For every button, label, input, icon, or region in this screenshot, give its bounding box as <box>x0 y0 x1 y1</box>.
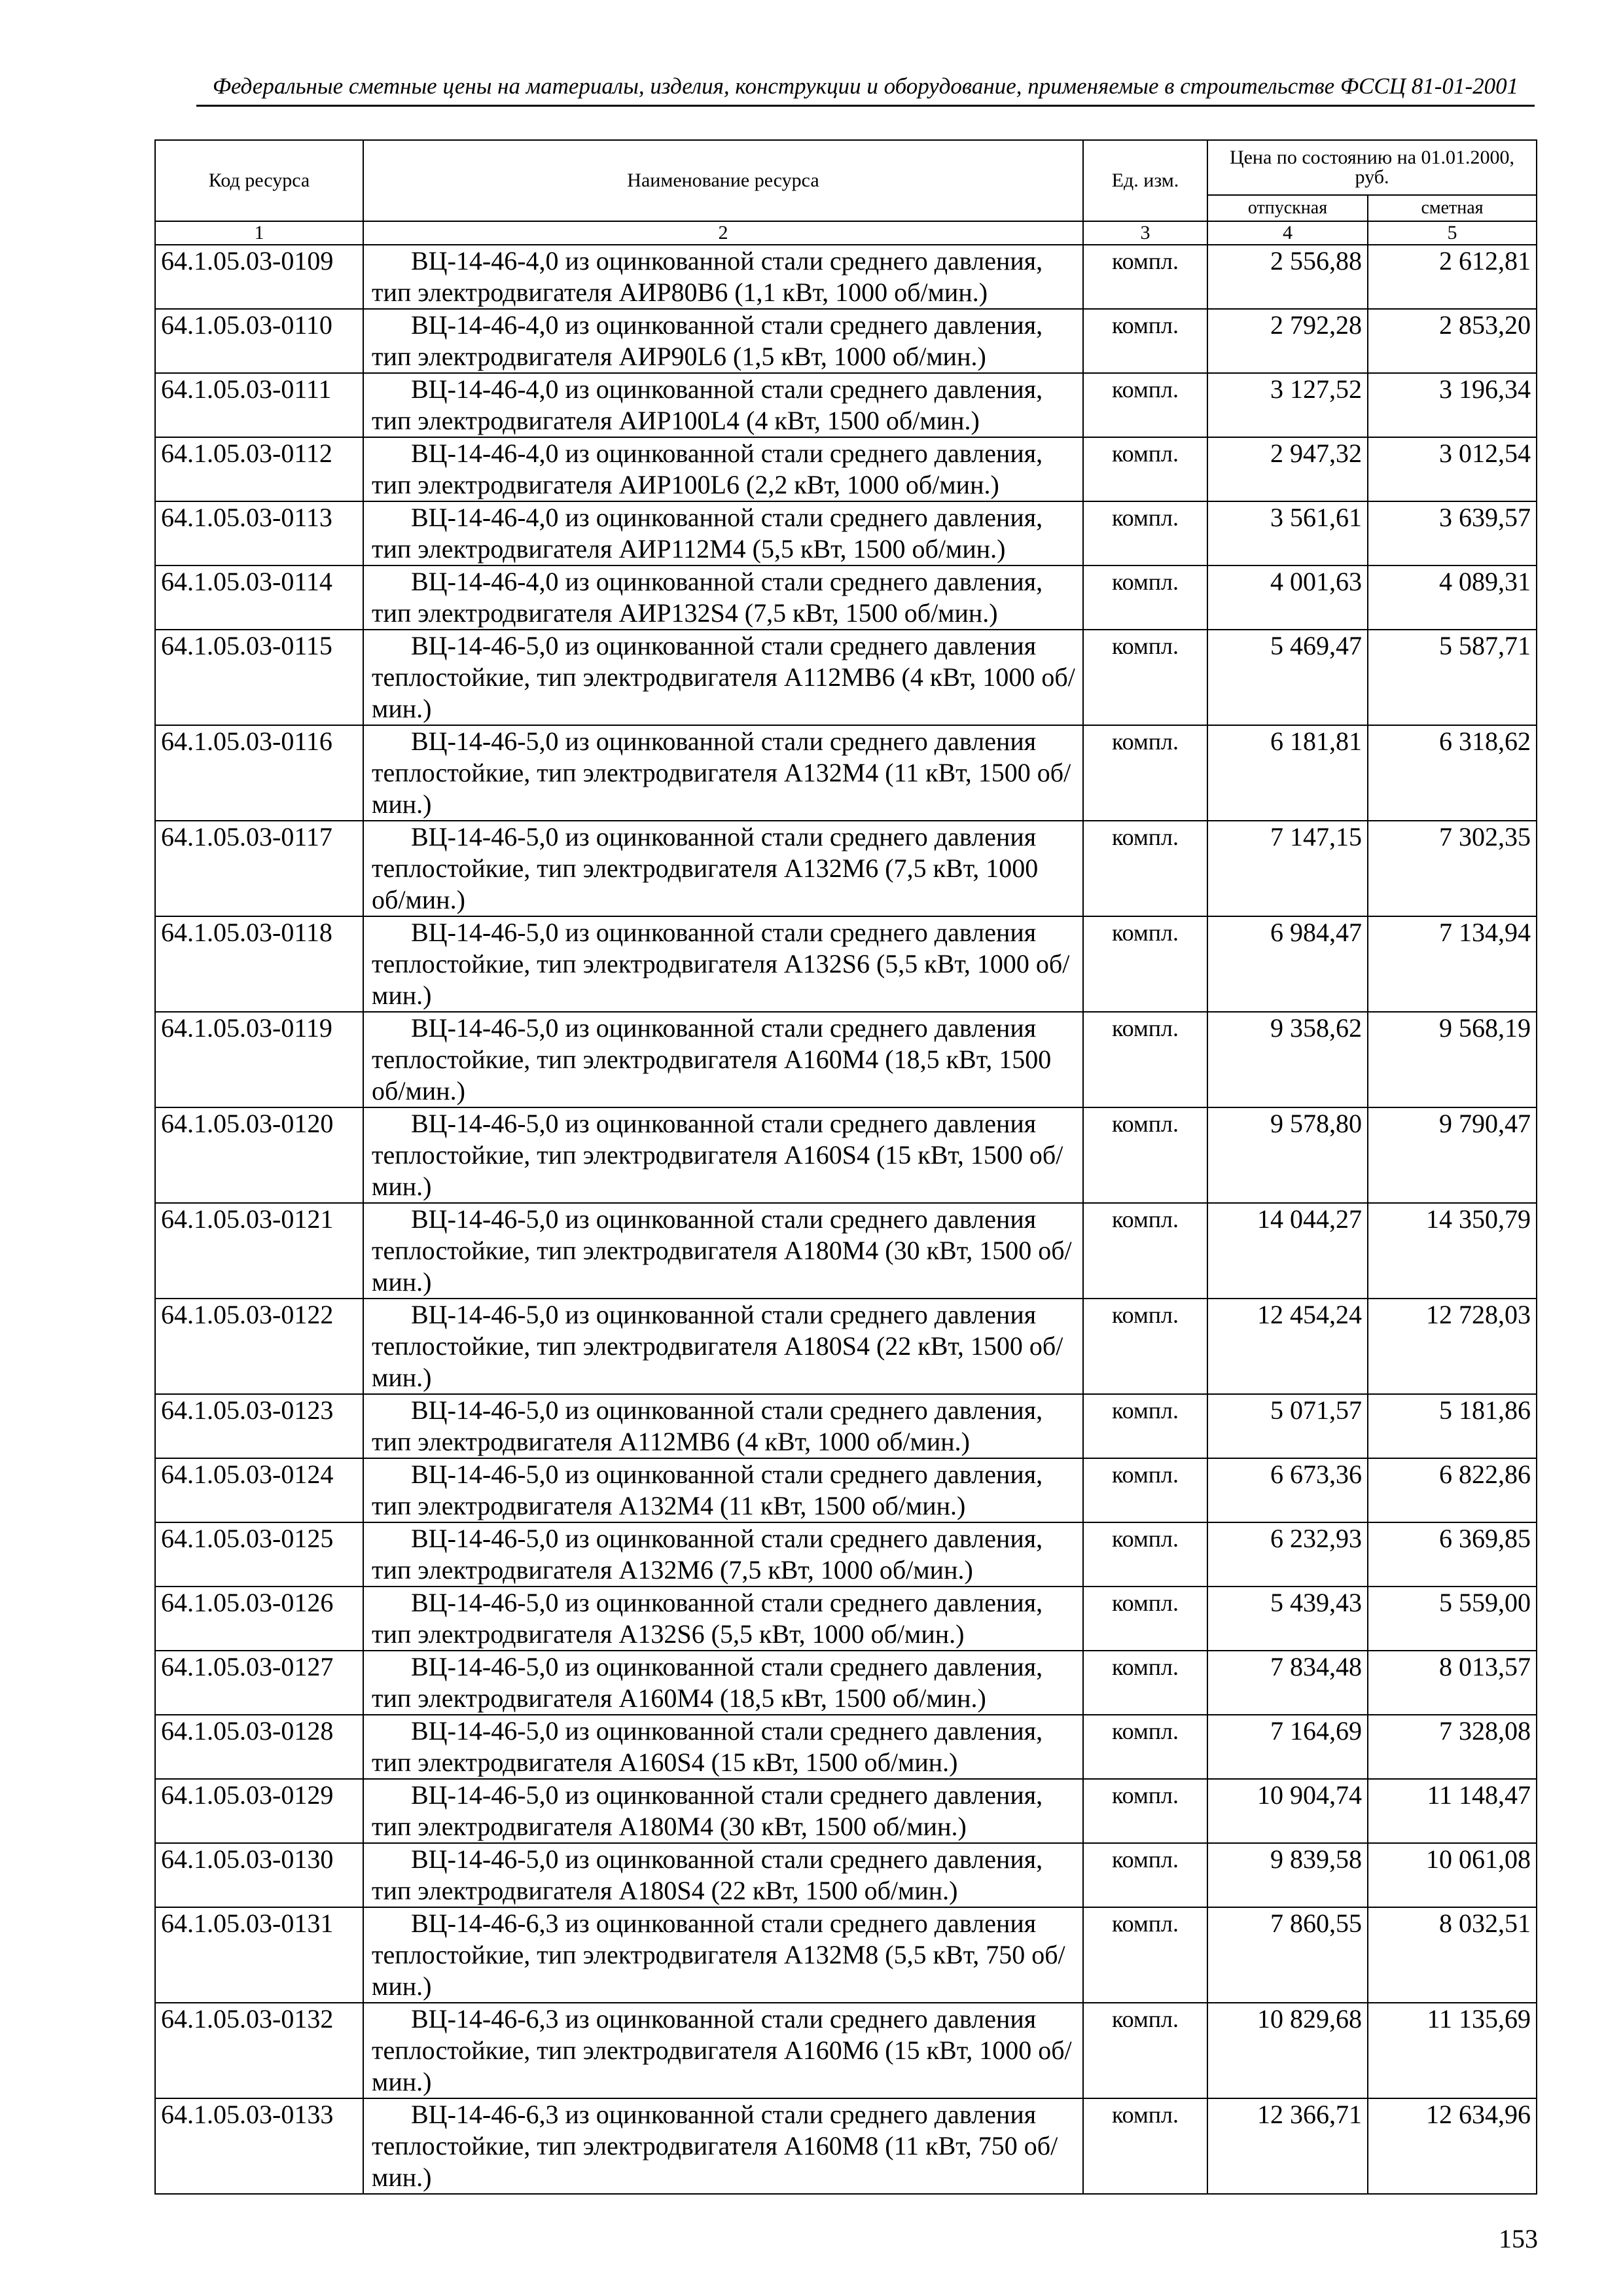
release-price: 14 044,27 <box>1207 1203 1368 1299</box>
release-price: 10 904,74 <box>1207 1779 1368 1843</box>
resource-name-text: ВЦ-14-46-4,0 из оцинкованной стали среднего давления, тип электродвигателя АИР112М4 (5,5 кВт, 1500 об/мин.) <box>372 503 1043 564</box>
resource-name-text: ВЦ-14-46-5,0 из оцинкованной стали среднего давления теплостойкие, тип электродвигателя А160S4 (15 кВт, 1500 об/мин.) <box>372 1109 1063 1201</box>
estimate-price: 3 196,34 <box>1368 373 1537 437</box>
resource-code: 64.1.05.03-0122 <box>155 1299 363 1394</box>
resource-code: 64.1.05.03-0113 <box>155 501 363 565</box>
resource-name <box>363 1715 1083 1779</box>
table-row <box>155 245 1537 309</box>
unit-of-measure: компл. <box>1083 1651 1207 1715</box>
unit-of-measure: компл. <box>1083 245 1207 309</box>
table-row <box>155 565 1537 630</box>
resource-code: 64.1.05.03-0128 <box>155 1715 363 1779</box>
resource-name <box>363 1394 1083 1458</box>
unit-of-measure: компл. <box>1083 501 1207 565</box>
release-price: 2 556,88 <box>1207 245 1368 309</box>
release-price: 5 469,47 <box>1207 630 1368 725</box>
estimate-price: 2 853,20 <box>1368 309 1537 373</box>
resource-code: 64.1.05.03-0126 <box>155 1587 363 1651</box>
table-row <box>155 821 1537 916</box>
col-number: 5 <box>1368 221 1537 245</box>
unit-of-measure: компл. <box>1083 1203 1207 1299</box>
resource-code: 64.1.05.03-0116 <box>155 725 363 821</box>
estimate-price: 4 089,31 <box>1368 565 1537 630</box>
release-price: 9 358,62 <box>1207 1012 1368 1107</box>
release-price: 12 454,24 <box>1207 1299 1368 1394</box>
running-header: Федеральные сметные цены на материалы, изделия, конструкции и оборудование, применяемые в строительстве ФССЦ 81-01-2001 <box>212 73 1519 99</box>
release-price: 5 071,57 <box>1207 1394 1368 1458</box>
unit-of-measure: компл. <box>1083 1107 1207 1203</box>
resource-name <box>363 1587 1083 1651</box>
resource-code: 64.1.05.03-0124 <box>155 1458 363 1522</box>
resource-name-text: ВЦ-14-46-5,0 из оцинкованной стали среднего давления, тип электродвигателя А160М4 (18,5 кВт, 1500 об/мин.) <box>372 1652 1043 1713</box>
resource-code: 64.1.05.03-0120 <box>155 1107 363 1203</box>
estimate-price: 8 032,51 <box>1368 1907 1537 2003</box>
col-header-price-group: Цена по состоянию на 01.01.2000, руб. <box>1207 140 1537 195</box>
release-price: 7 860,55 <box>1207 1907 1368 2003</box>
table-row <box>155 2003 1537 2098</box>
table-row <box>155 725 1537 821</box>
resource-name-text: ВЦ-14-46-5,0 из оцинкованной стали среднего давления теплостойкие, тип электродвигателя А132М6 (7,5 кВт, 1000 об/мин.) <box>372 822 1039 914</box>
resource-name-text: ВЦ-14-46-5,0 из оцинкованной стали среднего давления, тип электродвигателя А160S4 (15 кВт, 1500 об/мин.) <box>372 1716 1043 1777</box>
estimate-price: 7 302,35 <box>1368 821 1537 916</box>
table-row <box>155 1651 1537 1715</box>
estimate-price: 5 587,71 <box>1368 630 1537 725</box>
resource-name <box>363 1907 1083 2003</box>
table-row <box>155 373 1537 437</box>
price-table <box>154 139 1537 2195</box>
unit-of-measure: компл. <box>1083 437 1207 501</box>
resource-code: 64.1.05.03-0112 <box>155 437 363 501</box>
unit-of-measure: компл. <box>1083 1715 1207 1779</box>
resource-code: 64.1.05.03-0123 <box>155 1394 363 1458</box>
resource-name <box>363 1779 1083 1843</box>
col-header-unit: Ед. изм. <box>1083 140 1207 221</box>
release-price: 9 839,58 <box>1207 1843 1368 1907</box>
resource-name <box>363 725 1083 821</box>
release-price: 6 181,81 <box>1207 725 1368 821</box>
release-price: 7 147,15 <box>1207 821 1368 916</box>
release-price: 12 366,71 <box>1207 2098 1368 2194</box>
estimate-price: 5 559,00 <box>1368 1587 1537 1651</box>
table-row <box>155 630 1537 725</box>
resource-name-text: ВЦ-14-46-5,0 из оцинкованной стали среднего давления, тип электродвигателя А180М4 (30 кВт, 1500 об/мин.) <box>372 1780 1043 1841</box>
release-price: 5 439,43 <box>1207 1587 1368 1651</box>
unit-of-measure: компл. <box>1083 821 1207 916</box>
release-price: 9 578,80 <box>1207 1107 1368 1203</box>
table-row <box>155 1299 1537 1394</box>
resource-name-text: ВЦ-14-46-5,0 из оцинкованной стали среднего давления теплостойкие, тип электродвигателя А180S4 (22 кВт, 1500 об/мин.) <box>372 1300 1063 1392</box>
resource-code: 64.1.05.03-0117 <box>155 821 363 916</box>
estimate-price: 6 369,85 <box>1368 1522 1537 1587</box>
table-row <box>155 1843 1537 1907</box>
resource-code: 64.1.05.03-0133 <box>155 2098 363 2194</box>
release-price: 3 127,52 <box>1207 373 1368 437</box>
resource-name <box>363 245 1083 309</box>
table-row <box>155 1907 1537 2003</box>
resource-name <box>363 1299 1083 1394</box>
col-number: 2 <box>363 221 1083 245</box>
resource-code: 64.1.05.03-0131 <box>155 1907 363 2003</box>
table-row <box>155 309 1537 373</box>
resource-code: 64.1.05.03-0118 <box>155 916 363 1012</box>
col-header-release-price: отпускная <box>1207 195 1368 221</box>
resource-code: 64.1.05.03-0115 <box>155 630 363 725</box>
resource-name <box>363 437 1083 501</box>
unit-of-measure: компл. <box>1083 630 1207 725</box>
resource-name <box>363 501 1083 565</box>
release-price: 2 947,32 <box>1207 437 1368 501</box>
resource-name-text: ВЦ-14-46-4,0 из оцинкованной стали среднего давления, тип электродвигателя АИР132S4 (7,5 кВт, 1500 об/мин.) <box>372 567 1043 628</box>
resource-code: 64.1.05.03-0114 <box>155 565 363 630</box>
unit-of-measure: компл. <box>1083 1779 1207 1843</box>
release-price: 7 164,69 <box>1207 1715 1368 1779</box>
resource-code: 64.1.05.03-0119 <box>155 1012 363 1107</box>
table-row <box>155 1012 1537 1107</box>
resource-name-text: ВЦ-14-46-5,0 из оцинкованной стали среднего давления теплостойкие, тип электродвигателя А160М4 (18,5 кВт, 1500 об/мин.) <box>372 1013 1052 1105</box>
unit-of-measure: компл. <box>1083 309 1207 373</box>
resource-name <box>363 373 1083 437</box>
release-price: 4 001,63 <box>1207 565 1368 630</box>
estimate-price: 14 350,79 <box>1368 1203 1537 1299</box>
estimate-price: 12 728,03 <box>1368 1299 1537 1394</box>
resource-name <box>363 2003 1083 2098</box>
resource-name-text: ВЦ-14-46-6,3 из оцинкованной стали среднего давления теплостойкие, тип электродвигателя А160М8 (11 кВт, 750 об/мин.) <box>372 2100 1058 2192</box>
table-row <box>155 1587 1537 1651</box>
unit-of-measure: компл. <box>1083 373 1207 437</box>
release-price: 2 792,28 <box>1207 309 1368 373</box>
estimate-price: 11 148,47 <box>1368 1779 1537 1843</box>
table-row <box>155 1779 1537 1843</box>
estimate-price: 10 061,08 <box>1368 1843 1537 1907</box>
resource-name-text: ВЦ-14-46-4,0 из оцинкованной стали среднего давления, тип электродвигателя АИР100L4 (4 кВт, 1500 об/мин.) <box>372 374 1043 435</box>
unit-of-measure: компл. <box>1083 1843 1207 1907</box>
resource-code: 64.1.05.03-0130 <box>155 1843 363 1907</box>
release-price: 6 673,36 <box>1207 1458 1368 1522</box>
estimate-price: 7 134,94 <box>1368 916 1537 1012</box>
resource-code: 64.1.05.03-0109 <box>155 245 363 309</box>
col-number: 4 <box>1207 221 1368 245</box>
estimate-price: 9 568,19 <box>1368 1012 1537 1107</box>
estimate-price: 3 639,57 <box>1368 501 1537 565</box>
table-row <box>155 1715 1537 1779</box>
table-row <box>155 501 1537 565</box>
estimate-price: 2 612,81 <box>1368 245 1537 309</box>
estimate-price: 6 822,86 <box>1368 1458 1537 1522</box>
unit-of-measure: компл. <box>1083 565 1207 630</box>
unit-of-measure: компл. <box>1083 916 1207 1012</box>
resource-name <box>363 1651 1083 1715</box>
table-row <box>155 1458 1537 1522</box>
resource-name-text: ВЦ-14-46-5,0 из оцинкованной стали среднего давления, тип электродвигателя А180S4 (22 кВт, 1500 об/мин.) <box>372 1844 1043 1905</box>
col-number: 3 <box>1083 221 1207 245</box>
unit-of-measure: компл. <box>1083 1394 1207 1458</box>
table-row <box>155 1107 1537 1203</box>
resource-name <box>363 916 1083 1012</box>
resource-name <box>363 1843 1083 1907</box>
release-price: 7 834,48 <box>1207 1651 1368 1715</box>
resource-name-text: ВЦ-14-46-5,0 из оцинкованной стали среднего давления, тип электродвигателя А112МВ6 (4 кВт, 1000 об/мин.) <box>372 1395 1043 1456</box>
resource-name <box>363 1458 1083 1522</box>
resource-name <box>363 565 1083 630</box>
resource-name-text: ВЦ-14-46-5,0 из оцинкованной стали среднего давления теплостойкие, тип электродвигателя А132S6 (5,5 кВт, 1000 об/мин.) <box>372 918 1070 1010</box>
unit-of-measure: компл. <box>1083 1299 1207 1394</box>
col-header-code: Код ресурса <box>155 140 363 221</box>
estimate-price: 5 181,86 <box>1368 1394 1537 1458</box>
unit-of-measure: компл. <box>1083 2003 1207 2098</box>
unit-of-measure: компл. <box>1083 1522 1207 1587</box>
table-row <box>155 2098 1537 2194</box>
estimate-price: 9 790,47 <box>1368 1107 1537 1203</box>
estimate-price: 7 328,08 <box>1368 1715 1537 1779</box>
release-price: 3 561,61 <box>1207 501 1368 565</box>
resource-code: 64.1.05.03-0121 <box>155 1203 363 1299</box>
estimate-price: 6 318,62 <box>1368 725 1537 821</box>
resource-code: 64.1.05.03-0129 <box>155 1779 363 1843</box>
resource-name <box>363 2098 1083 2194</box>
estimate-price: 3 012,54 <box>1368 437 1537 501</box>
table-row <box>155 1522 1537 1587</box>
unit-of-measure: компл. <box>1083 1587 1207 1651</box>
release-price: 10 829,68 <box>1207 2003 1368 2098</box>
col-number: 1 <box>155 221 363 245</box>
resource-code: 64.1.05.03-0111 <box>155 373 363 437</box>
table-row <box>155 916 1537 1012</box>
resource-name-text: ВЦ-14-46-5,0 из оцинкованной стали среднего давления, тип электродвигателя А132S6 (5,5 кВт, 1000 об/мин.) <box>372 1588 1043 1649</box>
resource-name-text: ВЦ-14-46-6,3 из оцинкованной стали среднего давления теплостойкие, тип электродвигателя А160М6 (15 кВт, 1000 об/мин.) <box>372 2004 1072 2096</box>
unit-of-measure: компл. <box>1083 1907 1207 2003</box>
resource-code: 64.1.05.03-0125 <box>155 1522 363 1587</box>
resource-name-text: ВЦ-14-46-6,3 из оцинкованной стали среднего давления теплостойкие, тип электродвигателя А132М8 (5,5 кВт, 750 об/мин.) <box>372 1909 1065 2001</box>
resource-name-text: ВЦ-14-46-5,0 из оцинкованной стали среднего давления теплостойкие, тип электродвигателя А180М4 (30 кВт, 1500 об/мин.) <box>372 1204 1072 1297</box>
col-header-name: Наименование ресурса <box>363 140 1083 221</box>
resource-name <box>363 821 1083 916</box>
estimate-price: 12 634,96 <box>1368 2098 1537 2194</box>
table-header <box>155 140 1537 245</box>
release-price: 6 984,47 <box>1207 916 1368 1012</box>
resource-name-text: ВЦ-14-46-5,0 из оцинкованной стали среднего давления, тип электродвигателя А132М4 (11 кВт, 1500 об/мин.) <box>372 1460 1043 1520</box>
resource-name-text: ВЦ-14-46-4,0 из оцинкованной стали среднего давления, тип электродвигателя АИР80В6 (1,1 кВт, 1000 об/мин.) <box>372 246 1043 307</box>
resource-name-text: ВЦ-14-46-4,0 из оцинкованной стали среднего давления, тип электродвигателя АИР100L6 (2,2 кВт, 1000 об/мин.) <box>372 439 1043 499</box>
resource-name-text: ВЦ-14-46-5,0 из оцинкованной стали среднего давления теплостойкие, тип электродвигателя А132М4 (11 кВт, 1500 об/мин.) <box>372 726 1071 819</box>
table-row <box>155 1203 1537 1299</box>
estimate-price: 11 135,69 <box>1368 2003 1537 2098</box>
resource-code: 64.1.05.03-0127 <box>155 1651 363 1715</box>
resource-name <box>363 1107 1083 1203</box>
resource-name <box>363 630 1083 725</box>
resource-name <box>363 1203 1083 1299</box>
table-row <box>155 437 1537 501</box>
unit-of-measure: компл. <box>1083 1012 1207 1107</box>
resource-name <box>363 309 1083 373</box>
resource-name <box>363 1522 1083 1587</box>
unit-of-measure: компл. <box>1083 1458 1207 1522</box>
resource-name-text: ВЦ-14-46-5,0 из оцинкованной стали среднего давления, тип электродвигателя А132М6 (7,5 кВт, 1000 об/мин.) <box>372 1524 1043 1585</box>
resource-name-text: ВЦ-14-46-5,0 из оцинкованной стали среднего давления теплостойкие, тип электродвигателя А112МВ6 (4 кВт, 1000 об/мин.) <box>372 631 1075 723</box>
resource-name-text: ВЦ-14-46-4,0 из оцинкованной стали среднего давления, тип электродвигателя АИР90L6 (1,5 кВт, 1000 об/мин.) <box>372 310 1043 371</box>
unit-of-measure: компл. <box>1083 725 1207 821</box>
resource-code: 64.1.05.03-0110 <box>155 309 363 373</box>
resource-code: 64.1.05.03-0132 <box>155 2003 363 2098</box>
resource-name <box>363 1012 1083 1107</box>
unit-of-measure: компл. <box>1083 2098 1207 2194</box>
table-body <box>155 245 1537 2194</box>
col-header-estimate-price: сметная <box>1368 195 1537 221</box>
page-number: 153 <box>1499 2224 1538 2253</box>
table-row <box>155 1394 1537 1458</box>
release-price: 6 232,93 <box>1207 1522 1368 1587</box>
header-rule <box>196 105 1535 107</box>
estimate-price: 8 013,57 <box>1368 1651 1537 1715</box>
